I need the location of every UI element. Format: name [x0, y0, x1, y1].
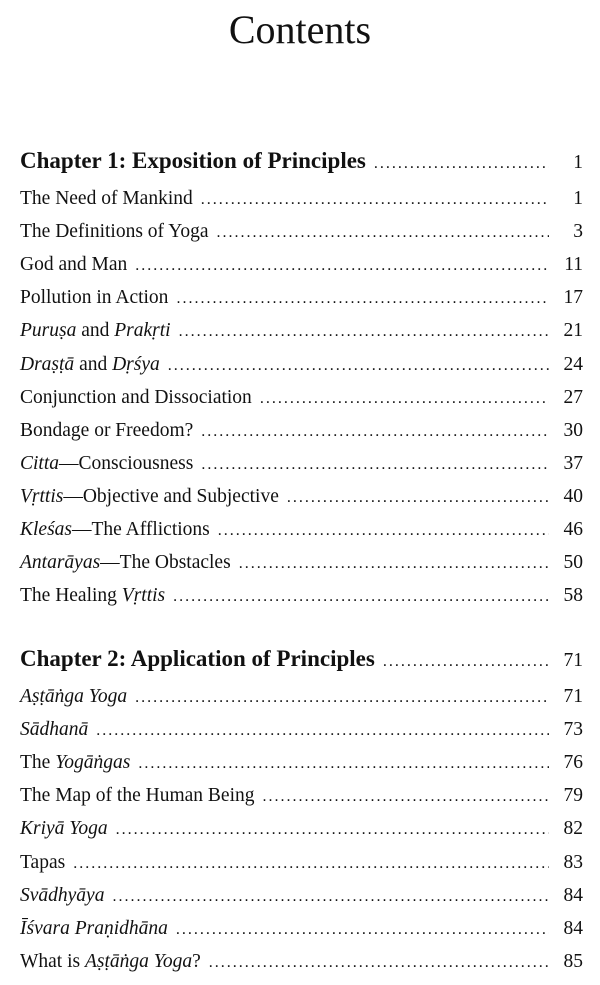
toc-entry-title-part: The Need of Mankind — [20, 188, 193, 209]
toc-entry[interactable] — [20, 848, 583, 878]
page-number: 37 — [563, 452, 583, 474]
toc-entry-title — [20, 449, 193, 479]
toc-entry[interactable] — [20, 449, 583, 479]
dot-leader — [218, 516, 549, 546]
toc-entry-title-part: Antarāyas — [20, 552, 101, 574]
toc-entry-title — [20, 515, 210, 545]
toc-entry-title-part: ? — [192, 950, 201, 972]
toc-entry-title — [20, 482, 279, 512]
page-number: 58 — [563, 585, 583, 607]
dot-leader — [176, 915, 549, 945]
toc-entry-title — [20, 715, 88, 745]
toc-entry[interactable] — [20, 581, 583, 611]
page-number: 85 — [563, 950, 583, 972]
toc-entry-title-part: Conjunction and Dissociation — [20, 386, 252, 408]
page-number: 1 — [573, 188, 583, 209]
toc-entry[interactable] — [20, 416, 583, 446]
toc-entry-title — [20, 814, 108, 844]
toc-entry-title-part: The Map of the Human Being — [20, 785, 255, 807]
chapter-title: Chapter 2: Application of Principles — [20, 646, 375, 671]
toc-entry-title-part: —The Afflictions — [72, 519, 210, 540]
toc-entry-title — [20, 350, 160, 380]
dot-leader — [201, 185, 549, 215]
toc-entry[interactable] — [20, 184, 583, 214]
toc-entry-title — [20, 748, 130, 778]
dot-leader — [173, 582, 549, 612]
page-number: 71 — [563, 686, 583, 707]
dot-leader — [239, 549, 549, 579]
toc-entry[interactable] — [20, 316, 583, 346]
toc-entry[interactable] — [20, 515, 583, 545]
toc-entry[interactable] — [20, 548, 583, 578]
toc-entry-title-part: Prakṛti — [114, 320, 171, 342]
toc-entry-title-part: —Consciousness — [59, 452, 194, 474]
dot-leader — [263, 782, 550, 812]
toc-entry[interactable] — [20, 814, 583, 844]
toc-entry-title-part: Vṛttis — [20, 485, 64, 507]
toc-entry-title — [20, 217, 209, 247]
toc-entry-title-part: Citta — [20, 452, 60, 474]
page-number: 27 — [563, 386, 583, 408]
page-number: 21 — [563, 320, 583, 342]
page-number: 76 — [563, 752, 583, 774]
dot-leader — [201, 450, 549, 480]
page-number: 71 — [563, 650, 583, 671]
page-number: 84 — [563, 917, 583, 939]
dot-leader — [260, 384, 549, 414]
toc-entry-title-part: Kleśas — [20, 519, 73, 540]
toc-entry[interactable] — [20, 383, 583, 413]
toc-entry-title-part: The Healing — [20, 585, 122, 607]
dot-leader — [217, 218, 550, 248]
toc-entry-title — [20, 383, 252, 413]
toc-entry-title-part: Draṣṭā — [20, 353, 75, 375]
dot-leader — [374, 149, 549, 179]
toc-entry-title-part: Kriyā Yoga — [20, 818, 108, 840]
toc-entry-title — [20, 581, 165, 611]
toc-entry-title — [20, 283, 168, 313]
toc-entry-title-part: —The Obstacles — [100, 552, 231, 574]
toc-entry-title-part: Bondage or Freedom? — [20, 419, 194, 441]
page-number: 30 — [563, 419, 583, 441]
dot-leader — [135, 251, 549, 281]
dot-leader — [201, 417, 549, 447]
dot-leader — [135, 683, 549, 713]
chapter-heading[interactable] — [20, 146, 583, 176]
dot-leader — [96, 716, 549, 746]
toc-entry-title — [20, 250, 127, 280]
page-number: 50 — [563, 552, 583, 574]
page-number: 73 — [563, 719, 583, 741]
toc-entry-title-part: What is — [20, 950, 85, 972]
toc-entry-title — [20, 316, 171, 346]
toc-entry-title-part: and — [74, 353, 113, 375]
toc-entry-title — [20, 848, 65, 878]
toc-entry[interactable] — [20, 217, 583, 247]
page-number: 1 — [573, 152, 583, 173]
toc-entry-title-part: and — [76, 320, 115, 342]
toc-entry-title-part: Puruṣa — [20, 320, 77, 342]
toc-entry-title — [20, 548, 231, 578]
toc-entry-title-part: The Definitions of Yoga — [20, 221, 209, 243]
page-number: 3 — [573, 221, 583, 243]
dot-leader — [176, 284, 549, 314]
page-number: 24 — [563, 353, 583, 375]
dot-leader — [168, 351, 549, 381]
toc-entry-title-part: Svādhyāya — [20, 884, 105, 906]
page-number: 82 — [563, 818, 583, 840]
dot-leader — [73, 849, 549, 879]
toc-entry-title-part: Vṛttis — [121, 585, 166, 607]
page-number: 11 — [564, 254, 583, 276]
toc-entry[interactable] — [20, 914, 583, 944]
toc-entry-title-part: The — [20, 752, 56, 774]
toc-entry-title-part: Aṣṭāṅga Yoga — [84, 950, 193, 972]
chapter-title: Chapter 1: Exposition of Principles — [20, 148, 366, 173]
toc-entry[interactable] — [20, 781, 583, 811]
dot-leader — [112, 882, 549, 912]
toc-entry[interactable] — [20, 283, 583, 313]
toc-entry[interactable] — [20, 881, 583, 911]
toc-entry[interactable] — [20, 350, 583, 380]
toc-entry[interactable] — [20, 482, 583, 512]
toc-entry-title-part: Yogāṅgas — [55, 752, 131, 774]
toc-entry-title — [20, 881, 104, 911]
toc-entry[interactable] — [20, 682, 583, 712]
toc-entry-title — [20, 781, 255, 811]
toc-entry-title-part: Aṣṭāṅga Yoga — [20, 686, 128, 707]
toc-entry-title-part: Dṛśya — [112, 353, 160, 375]
page-number: 40 — [563, 485, 583, 507]
toc-entry-title-part: Sādhanā — [20, 719, 89, 741]
dot-leader — [116, 815, 549, 845]
page-number: 84 — [563, 884, 583, 906]
toc-entry-title — [20, 947, 201, 977]
toc-entry[interactable] — [20, 250, 583, 280]
dot-leader — [287, 483, 549, 513]
toc-entry[interactable] — [20, 715, 583, 745]
toc-entry-title — [20, 416, 193, 446]
page-number: 17 — [563, 287, 583, 309]
dot-leader — [138, 749, 549, 779]
toc-entry-title — [20, 184, 193, 214]
dot-leader — [179, 317, 549, 347]
toc-entry-title-part: Tapas — [20, 851, 66, 873]
chapter-heading[interactable] — [20, 644, 583, 674]
page-number: 46 — [563, 519, 583, 540]
toc-entry-title-part: Īśvara Praṇidhāna — [20, 917, 168, 939]
toc-entry[interactable] — [20, 947, 583, 977]
dot-leader — [383, 647, 549, 677]
toc-entry-title — [20, 914, 168, 944]
toc-entry-title-part: Pollution in Action — [20, 287, 169, 309]
page-number: 79 — [563, 785, 583, 807]
page-title: Contents — [228, 7, 372, 52]
toc-entry-title-part: God and Man — [20, 254, 128, 276]
toc-entry[interactable] — [20, 748, 583, 778]
page-number: 83 — [563, 851, 583, 873]
toc-entry-title — [20, 682, 127, 712]
toc-entry-title-part: —Objective and Subjective — [63, 485, 279, 507]
dot-leader — [209, 948, 549, 978]
